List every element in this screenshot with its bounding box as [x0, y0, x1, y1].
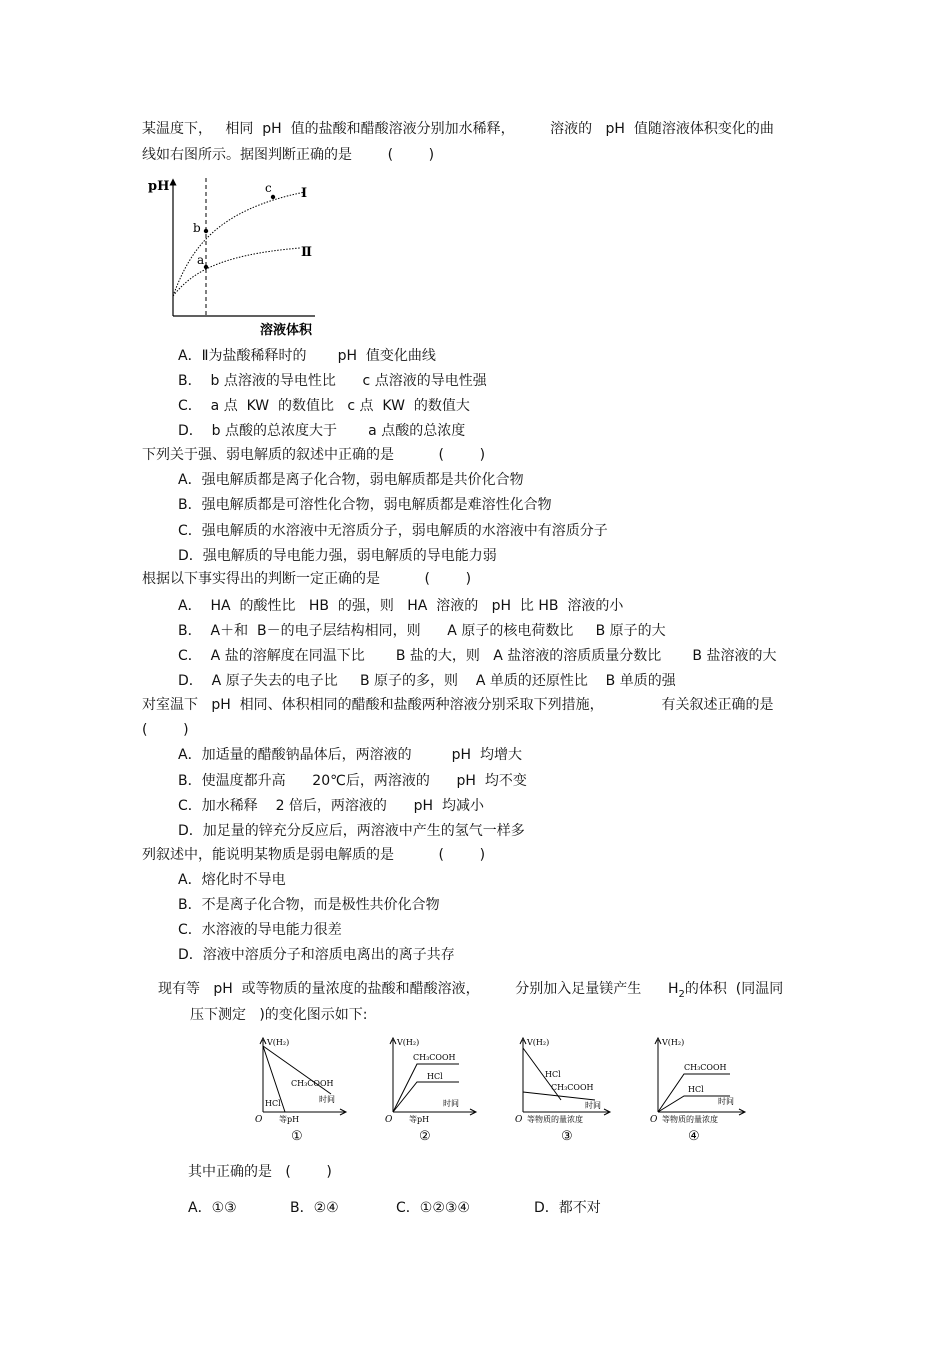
q4-option-d: D．加足量的锌充分反应后，两溶液中产生的氢气一样多	[178, 823, 525, 839]
q3-option-a: A． HA 的酸性比 HB 的强，则 HA 溶液的 pH 比 HB 溶液的小	[178, 598, 624, 614]
g4-time: 时间	[718, 1097, 734, 1106]
q3-stem: 根据以下事实得出的判断一定正确的是 ( )	[142, 571, 472, 587]
q4-option-c: C．加水稀释 2 倍后，两溶液的 pH 均减小	[178, 798, 484, 814]
q6-choice-a: A．①③	[188, 1200, 237, 1216]
label-a: a	[197, 253, 205, 267]
q1-option-b: B． b 点溶液的导电性比 c 点溶液的导电性强	[178, 373, 487, 389]
point-c	[271, 195, 275, 199]
g4-num: ④	[688, 1129, 700, 1144]
q3-option-d: D． A 原子失去的电子比 B 原子的多，则 A 单质的还原性比 B 单质的强	[178, 673, 676, 689]
g4-origin: O	[650, 1115, 658, 1125]
point-a	[204, 265, 208, 269]
g3-num: ③	[561, 1129, 573, 1144]
g1-s1: CH₃COOH	[291, 1079, 334, 1088]
q6-choice-d: D．都不对	[534, 1200, 601, 1216]
g1-ylabel: V(H₂)	[267, 1038, 290, 1047]
q2-option-d: D．强电解质的导电能力强，弱电解质的导电能力弱	[178, 548, 497, 564]
g3-s1: HCl	[545, 1070, 561, 1079]
q5-option-b: B．不是离子化合物，而是极性共价化合物	[178, 897, 440, 913]
g1-time: 时间	[319, 1095, 335, 1104]
point-b	[204, 229, 208, 233]
q2-stem: 下列关于强、弱电解质的叙述中正确的是 ( )	[142, 447, 486, 463]
y-label: pH	[148, 179, 170, 194]
g2-s1: CH₃COOH	[413, 1053, 456, 1062]
q3-option-b: B． A＋和 B－的电子层结构相同，则 A 原子的核电荷数比 B 原子的大	[178, 623, 666, 639]
q6-choice-c: C．①②③④	[396, 1200, 470, 1216]
q4-stem-line2: ( )	[142, 722, 189, 738]
g1-origin: O	[255, 1115, 263, 1125]
q2-option-b: B．强电解质都是可溶性化合物，弱电解质都是难溶性化合物	[178, 497, 552, 513]
g3-xlabel: 等物质的量浓度	[527, 1115, 583, 1124]
g2-time: 时间	[443, 1099, 459, 1108]
q3-option-c: C． A 盐的溶解度在同温下比 B 盐的大，则 A 盐溶液的溶质质量分数比 B 盐溶液的大	[178, 648, 777, 664]
q1-option-a: A．Ⅱ为盐酸稀释时的 pH 值变化曲线	[178, 348, 436, 364]
q1-stem-line1: 某温度下， 相同 pH 值的盐酸和醋酸溶液分别加水稀释， 溶液的 pH 值随溶液体积变化的曲	[142, 121, 774, 137]
g2-ylabel: V(H₂)	[397, 1038, 420, 1047]
g4-s2: HCl	[688, 1085, 704, 1094]
q4-option-b: B．使温度都升高 20℃后，两溶液的 pH 均不变	[178, 773, 527, 789]
q4-stem-line1: 对室温下 pH 相同、体积相同的醋酸和盐酸两种溶液分别采取下列措施， 有关叙述正确的是	[142, 697, 774, 713]
g2-origin: O	[385, 1115, 393, 1125]
q2-option-c: C．强电解质的水溶液中无溶质分子，弱电解质的水溶液中有溶质分子	[178, 523, 608, 539]
q5-option-c: C．水溶液的导电能力很差	[178, 922, 342, 938]
q6-stem-line2: 压下测定 )的变化图示如下:	[190, 1007, 368, 1023]
g2-xlabel: 等pH	[409, 1115, 430, 1124]
g1-s2: HCl	[265, 1099, 281, 1108]
g4-xlabel: 等物质的量浓度	[662, 1115, 718, 1124]
q5-option-d: D．溶液中溶质分子和溶质电离出的离子共存	[178, 947, 455, 963]
x-label: 溶液体积	[260, 323, 313, 338]
q1-stem-line2: 线如右图所示。据图判断正确的是 ( )	[142, 147, 435, 163]
q1-option-c: C． a 点 KW 的数值比 c 点 KW 的数值大	[178, 398, 470, 414]
q4-option-a: A．加适量的醋酸钠晶体后，两溶液的 pH 均增大	[178, 747, 522, 763]
curve-label-upper: Ⅰ	[301, 186, 308, 201]
g2-num: ②	[419, 1129, 431, 1144]
g3-ylabel: V(H₂)	[527, 1038, 550, 1047]
q5-stem: 列叙述中，能说明某物质是弱电解质的是 ( )	[142, 847, 486, 863]
q6-choice-b: B．②④	[290, 1200, 339, 1216]
g3-s2: CH₃COOH	[551, 1083, 594, 1092]
g4-s1: CH₃COOH	[684, 1063, 727, 1072]
graph-1	[245, 1034, 355, 1146]
g4-ylabel: V(H₂)	[662, 1038, 685, 1047]
g3-time: 时间	[585, 1101, 601, 1110]
g1-num: ①	[291, 1129, 303, 1144]
graph-2	[375, 1034, 485, 1146]
q1-option-d: D． b 点酸的总浓度大于 a 点酸的总浓度	[178, 423, 466, 439]
ph-dilution-figure	[145, 170, 325, 342]
graph-3	[505, 1034, 625, 1146]
q6-stem-line1: 现有等 pH 或等物质的量浓度的盐酸和醋酸溶液， 分别加入足量镁产生 $H_2$的体积 (同温同	[158, 981, 784, 1000]
g2-s2: HCl	[427, 1072, 443, 1081]
label-c: c	[265, 181, 272, 195]
label-b: b	[193, 221, 201, 235]
g3-origin: O	[515, 1115, 523, 1125]
g1-xlabel: 等pH	[279, 1115, 300, 1124]
q2-option-a: A．强电解质都是离子化合物，弱电解质都是共价化合物	[178, 472, 524, 488]
curve-lower	[173, 248, 300, 296]
q5-option-a: A．熔化时不导电	[178, 872, 286, 888]
graph-4	[640, 1034, 760, 1146]
curve-upper	[173, 192, 305, 296]
curve-label-lower: Ⅱ	[301, 245, 312, 260]
q6-prompt: 其中正确的是 ( )	[188, 1164, 332, 1180]
